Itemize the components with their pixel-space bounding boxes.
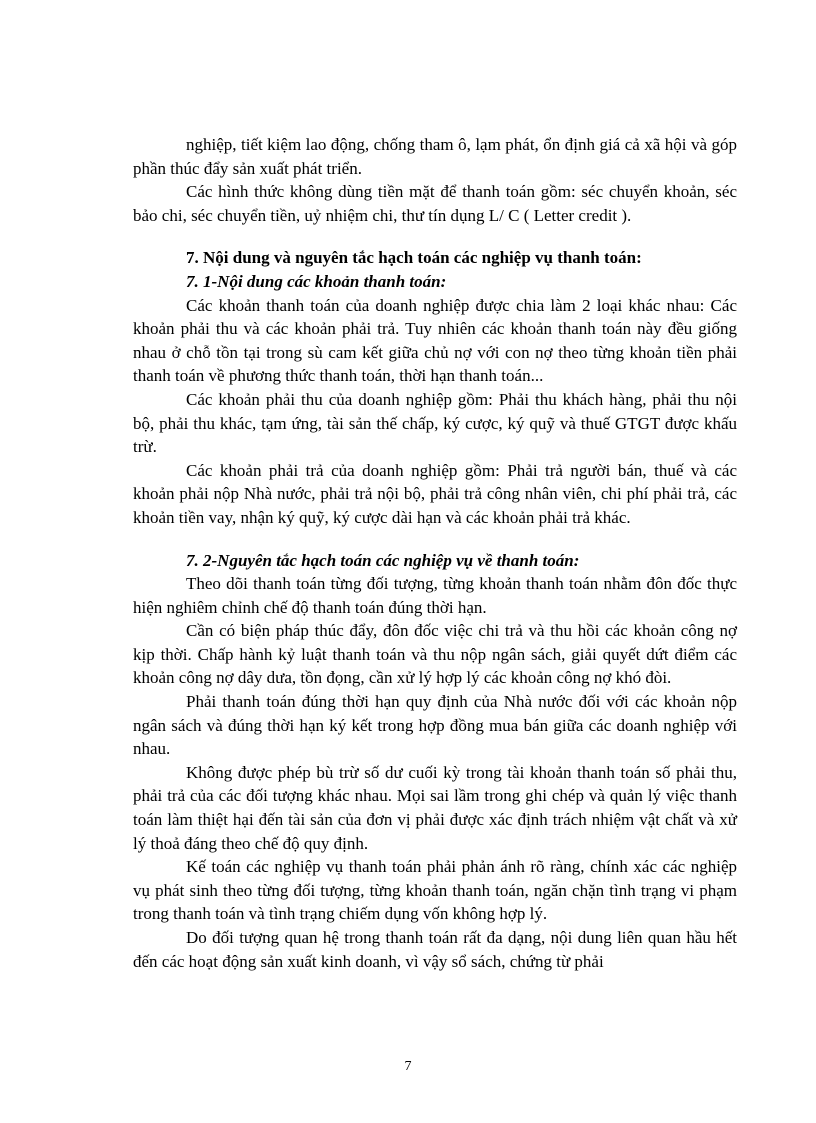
subsection-1-title: 7. 1-Nội dung các khoản thanh toán:: [186, 271, 447, 291]
subsection-1-paragraph: Các khoản phải trả của doanh nghiệp gồm: Phải trả người bán, thuế và các khoản phải nộp Nhà nước, phải trả nội bộ, phải trả công nhân viên, chi phí phải trả, các khoản tiền vay, nhận ký quỹ, ký cược dài hạn và các khoản phải trả khác.: [133, 460, 737, 527]
subsection-2-paragraph: Do đối tượng quan hệ trong thanh toán rất đa dạng, nội dung liên quan hầu hết đến các hoạt động sản xuất kinh doanh, vì vậy sổ sách, chứng từ phải: [133, 928, 737, 971]
subsection-2-paragraph: Không được phép bù trừ số dư cuối kỳ trong tài khoản thanh toán số phải thu, phải trả của các đối tượng khác nhau. Mọi sai lầm trong ghi chép và quản lý việc thanh toán làm thiệt hại đến tài sản của đơn vị phải được xác định trách nhiệm vật chất và xử lý thoả đáng theo chế độ quy định.: [133, 762, 737, 853]
paragraph-payment-forms: Các hình thức không dùng tiền mặt để thanh toán gồm: séc chuyển khoản, séc bảo chi, séc chuyển tiền, uỷ nhiệm chi, thư tín dụng L/ C ( Letter credit ).: [133, 182, 737, 225]
document-body: [133, 133, 737, 973]
subsection-1-paragraph: Các khoản phải thu của doanh nghiệp gồm: Phải thu khách hàng, phải thu nội bộ, phải thu khác, tạm ứng, tài sản thế chấp, ký cược, ký quỹ và thuế GTGT được khấu trừ.: [133, 389, 737, 457]
paragraph-continuation: nghiệp, tiết kiệm lao động, chống tham ô, lạm phát, ổn định giá cả xã hội và góp phần thúc đẩy sản xuất phát triển.: [133, 135, 737, 178]
subsection-2-paragraph: Phải thanh toán đúng thời hạn quy định của Nhà nước đối với các khoản nộp ngân sách và đúng thời hạn ký kết trong hợp đồng mua bán giữa các doanh nghiệp với nhau.: [133, 692, 737, 759]
section-heading: 7. Nội dung và nguyên tắc hạch toán các nghiệp vụ thanh toán:: [186, 248, 642, 268]
subsection-2-title: 7. 2-Nguyên tắc hạch toán các nghiệp vụ về thanh toán:: [186, 550, 580, 570]
subsection-2-paragraph: Theo dõi thanh toán từng đối tượng, từng khoản thanh toán nhằm đôn đốc thực hiện nghiêm chỉnh chế độ thanh toán đúng thời hạn.: [133, 574, 737, 617]
subsection-2-paragraph: Cần có biện pháp thúc đẩy, đôn đốc việc chi trả và thu hồi các khoản công nợ kịp thời. Chấp hành kỷ luật thanh toán và thu nộp ngân sách, giải quyết dứt điểm các khoản công nợ dây dưa, tồn đọng, cần xử lý hợp lý các khoản công nợ khó đòi.: [133, 621, 737, 688]
subsection-1-paragraph: Các khoản thanh toán của doanh nghiệp được chia làm 2 loại khác nhau: Các khoản phải thu và các khoản phải trả. Tuy nhiên các khoản thanh toán này đều giống nhau ở chỗ tồn tại trong sù cam kết giữa chủ nợ với con nợ theo từng khoản tiền phải thanh toán về phương thức thanh toán, thời hạn thanh toán...: [133, 295, 737, 386]
subsection-2-paragraph: Kế toán các nghiệp vụ thanh toán phải phản ánh rõ ràng, chính xác các nghiệp vụ phát sinh theo từng đối tượng, từng khoản thanh toán, ngăn chặn tình trạng vi phạm trong thanh toán và tình trạng chiếm dụng vốn không hợp lý.: [133, 857, 737, 924]
page-number: 7: [404, 1059, 412, 1074]
